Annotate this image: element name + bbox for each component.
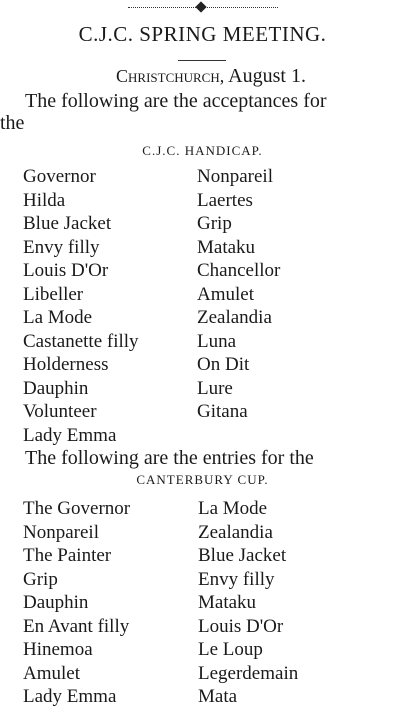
list-item: Grip	[23, 568, 58, 590]
list-item: La Mode	[23, 307, 93, 328]
intro-line-2: the	[0, 112, 25, 134]
dateline	[116, 65, 306, 88]
handicap-right-column	[197, 165, 280, 424]
list-item: Libeller	[23, 283, 84, 305]
short-divider	[178, 60, 226, 61]
cup-right-column	[198, 497, 298, 709]
list-item: Castanette filly	[23, 330, 139, 352]
ornamental-rule	[128, 3, 278, 13]
intro-paragraph	[0, 90, 327, 134]
list-item: Nonpareil	[23, 521, 99, 543]
list-item: Amulet	[197, 283, 254, 305]
dateline-place: Christchurch,	[116, 66, 225, 86]
list-item: Dauphin	[23, 592, 89, 613]
list-item: Blue Jacket	[198, 545, 287, 566]
list-item: Zealandia	[197, 307, 272, 328]
cup-title: CANTERBURY CUP.	[136, 472, 269, 487]
list-item: The Governor	[23, 498, 131, 519]
entries-intro: The following are the entries for the	[25, 447, 314, 469]
list-item: Le Loup	[198, 639, 263, 660]
list-item: Blue Jacket	[23, 213, 112, 234]
list-item: Hilda	[23, 189, 66, 211]
list-item: Gitana	[197, 401, 248, 422]
list-item: Volunteer	[23, 401, 97, 422]
list-item: Legerdemain	[198, 662, 299, 684]
list-item: Mataku	[198, 592, 257, 613]
list-item: Grip	[197, 213, 232, 234]
intro-line-1: The following are the acceptances for	[25, 90, 327, 112]
list-item: Envy filly	[198, 568, 275, 590]
list-item: Hinemoa	[23, 639, 93, 660]
list-item: Luna	[197, 330, 237, 352]
handicap-title: C.J.C. HANDICAP.	[142, 143, 263, 158]
list-item: Holderness	[23, 354, 109, 375]
list-item: Governor	[23, 166, 96, 187]
dateline-date: August 1.	[228, 65, 306, 87]
list-item: On Dit	[197, 354, 250, 375]
list-item: Mataku	[197, 236, 256, 258]
list-item: Envy filly	[23, 236, 100, 258]
list-item: La Mode	[198, 498, 268, 519]
article-headline: C.J.C. SPRING MEETING.	[78, 22, 327, 46]
list-item: Mata	[198, 686, 238, 707]
list-item: Louis D'Or	[23, 260, 109, 281]
list-item: En Avant filly	[23, 615, 130, 637]
handicap-left-column	[23, 165, 139, 447]
list-item: Laertes	[197, 189, 253, 211]
list-item: Zealandia	[198, 521, 273, 543]
list-item: Chancellor	[197, 260, 281, 281]
list-item: Louis D'Or	[198, 615, 284, 637]
list-item: Lady Emma	[23, 686, 117, 707]
list-item: Lure	[197, 377, 233, 399]
diamond-ornament-icon	[195, 1, 206, 12]
list-item: Lady Emma	[23, 424, 117, 446]
cup-left-column	[23, 497, 130, 709]
list-item: Dauphin	[23, 377, 89, 399]
list-item: The Painter	[23, 545, 112, 566]
list-item: Nonpareil	[197, 166, 273, 187]
list-item: Amulet	[23, 662, 80, 684]
